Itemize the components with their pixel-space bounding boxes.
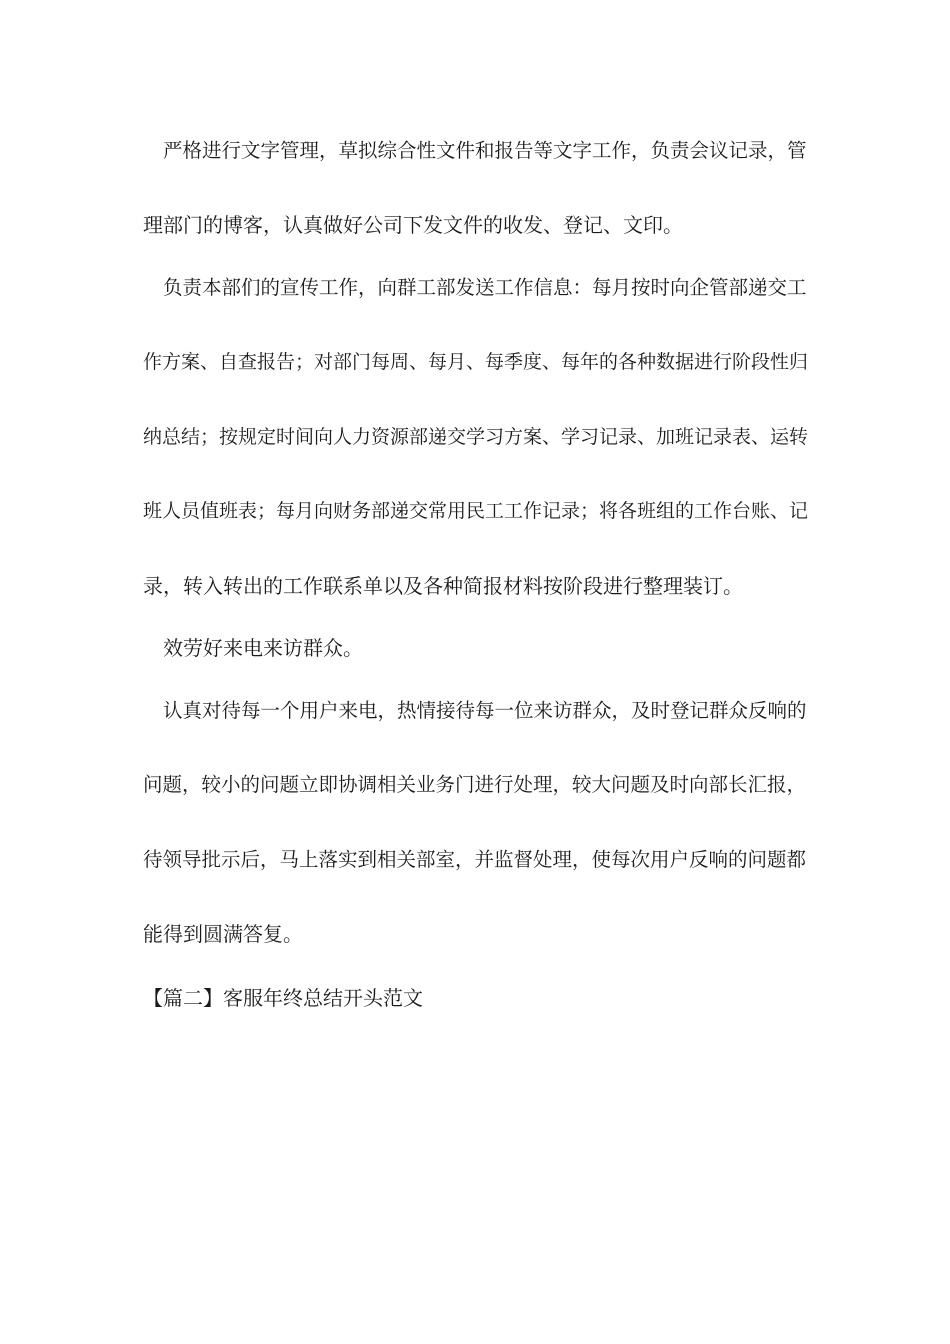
paragraph-line: 理部门的博客，认真做好公司下发文件的收发、登记、文印。: [143, 213, 683, 237]
paragraph-line: 作方案、自查报告；对部门每周、每月、每季度、每年的各种数据进行阶段性归: [143, 351, 809, 373]
paragraph-line: 录，转入转出的工作联系单以及各种简报材料按阶段进行整理装订。: [143, 574, 743, 598]
paragraph-line: 认真对待每一个用户来电，热情接待每一位来访群众，及时登记群众反响的: [163, 699, 807, 722]
paragraph-line: 负责本部们的宣传工作，向群工部发送工作信息：每月按时向企管部递交工: [163, 276, 807, 299]
section-heading: 【篇二】客服年终总结开头范文: [143, 986, 423, 1010]
paragraph-line: 问题，较小的问题立即协调相关业务门进行处理，较大问题及时向部长汇报，: [143, 773, 807, 796]
paragraph-line: 待领导批示后，马上落实到相关部室，并监督处理，使每次用户反响的问题都: [143, 848, 807, 871]
paragraph-line: 班人员值班表；每月向财务部递交常用民工工作记录；将各班组的工作台账、记: [143, 500, 809, 522]
paragraph-line: 严格进行文字管理，草拟综合性文件和报告等文字工作，负责会议记录，管: [163, 139, 807, 162]
paragraph-line: 效劳好来电来访群众。: [163, 636, 363, 660]
paragraph-line: 纳总结；按规定时间向人力资源部递交学习方案、学习记录、加班记录表、运转: [143, 426, 809, 448]
paragraph-line: 能得到圆满答复。: [143, 922, 303, 946]
